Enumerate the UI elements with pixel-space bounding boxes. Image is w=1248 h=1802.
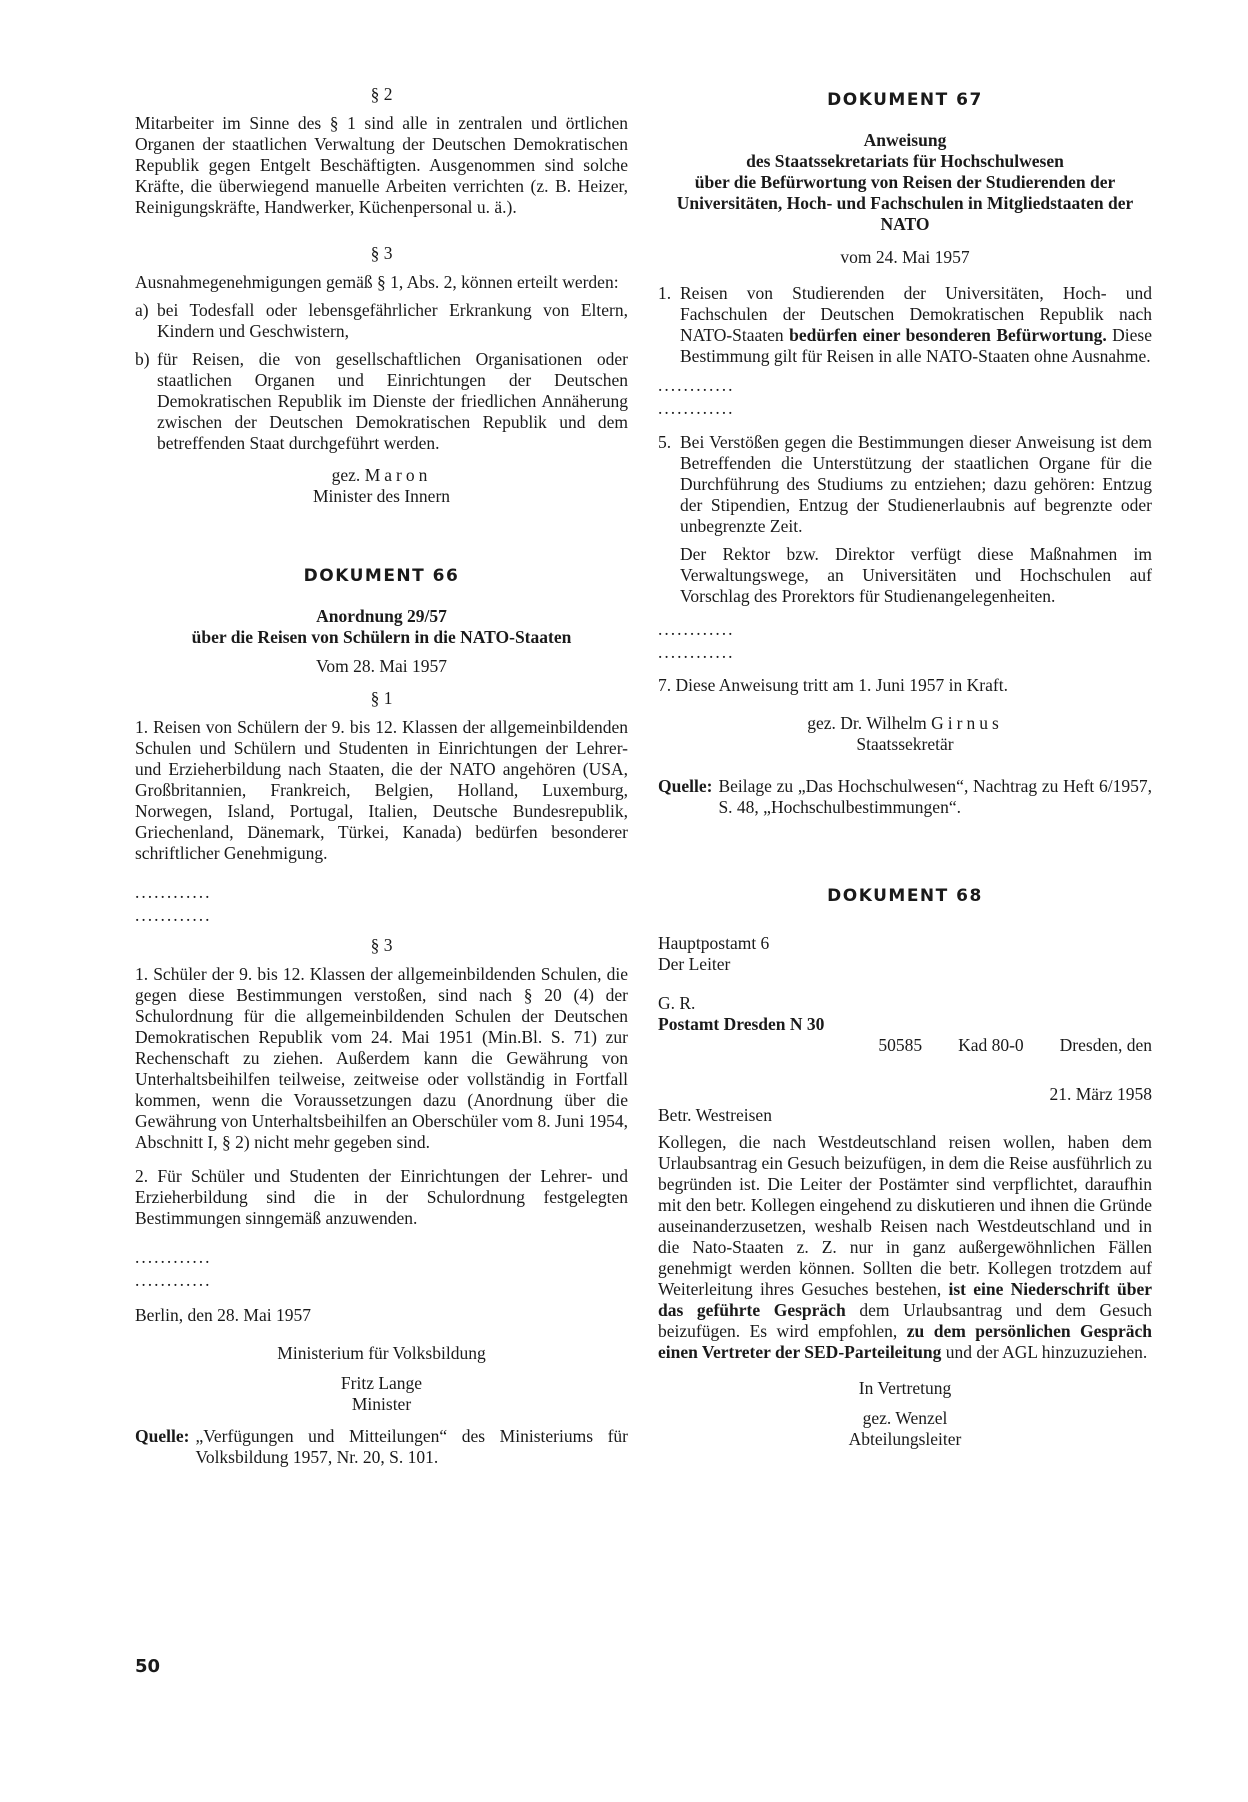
item-text: Bei Verstößen gegen die Bestimmungen dieser Anweisung ist dem Betreffenden die Unterstützung der staatlichen Organe für die Durchführung des Studiums zu entziehen; dazu gehören: Entzug der Stipendien, Entzug der Studienerlaubnis auf begrenzte oder unbegrenzte Zeit. bbox=[680, 431, 1152, 536]
body-text: und der AGL hinzuzuziehen. bbox=[945, 1341, 1148, 1362]
signature-name: Girnus bbox=[931, 713, 1003, 734]
ref-code: Kad 80-0 bbox=[958, 1034, 1024, 1055]
omission-dots: ............ bbox=[135, 882, 212, 903]
source-note bbox=[658, 776, 1152, 818]
ministry-name: Ministerium für Volksbildung bbox=[277, 1343, 486, 1364]
source-label: Quelle: bbox=[135, 1426, 190, 1447]
item-label: 1. bbox=[658, 283, 672, 304]
section-2-text: Mitarbeiter im Sinne des § 1 sind alle in zentralen und örtlichen Organen der staatlichen Verwaltung der Deutschen Demokratischen Republik gegen Entgelt Beschäftigten. Ausgenommen sind solche Kräfte, die überwiegend manuelle Arbeiten verrichten (z. B. Heizer, Reinigungskräfte, Handwerker, Küchenpersonal u. ä.). bbox=[135, 113, 628, 217]
document-66-heading: DOKUMENT 66 bbox=[303, 566, 460, 586]
source-text: „Verfügungen und Mitteilungen“ des Ministeriums für Volksbildung 1957, Nr. 20, S. 101. bbox=[195, 1426, 628, 1468]
ref-number: 50585 bbox=[878, 1034, 923, 1055]
omission-dots: ............ bbox=[658, 641, 735, 662]
body-text: dem Urlaubsantrag und dem Gesuch beizufügen. Es wird empfohlen, bbox=[658, 1299, 1153, 1341]
letterhead bbox=[658, 933, 1152, 1035]
source-label: Quelle: bbox=[658, 776, 713, 797]
omission-dots: ............ bbox=[135, 1269, 212, 1290]
body-bold-text: zu dem persönlichen Gespräch einen Vertreter der SED-Parteileitung bbox=[658, 1320, 1152, 1362]
place-date: Berlin, den 28. Mai 1957 bbox=[135, 1305, 311, 1326]
section-3-intro: Ausnahmegenehmigungen gemäß § 1, Abs. 2, können erteilt werden: bbox=[135, 272, 619, 292]
sender-line2: Der Leiter bbox=[658, 953, 731, 974]
document-66-date: Vom 28. Mai 1957 bbox=[316, 656, 447, 677]
item-label: 5. bbox=[658, 431, 672, 452]
signature-maron bbox=[135, 465, 628, 486]
document-68-heading: DOKUMENT 68 bbox=[827, 886, 983, 907]
gr-mark: G. R. bbox=[658, 992, 696, 1013]
omission-dots: ............ bbox=[658, 398, 735, 419]
omission-dots: ............ bbox=[658, 618, 735, 639]
list-item bbox=[135, 349, 628, 454]
list-item-text: bei Todesfall oder lebensgefährlicher Erkrankung von Eltern, Kindern und Geschwistern, bbox=[157, 300, 628, 341]
item-1 bbox=[658, 283, 1152, 367]
letter-body bbox=[658, 1132, 1152, 1363]
right-column bbox=[658, 0, 1152, 1457]
document-66-title-line1: Anordnung 29/57 bbox=[316, 606, 447, 627]
left-column bbox=[135, 0, 628, 1468]
page-number: 50 bbox=[135, 1656, 161, 1677]
document-67-title-line1: Anweisung bbox=[863, 130, 947, 151]
item-text: Reisen von Studierenden der Universitäten, Hoch- und Fachschulen der Deutschen Demokratischen Republik nach NATO-Staaten bbox=[680, 283, 1152, 346]
omission-dots: ............ bbox=[135, 1246, 212, 1267]
document-67-title-line2: des Staatssekretariats für Hochschulwesen bbox=[746, 151, 1064, 172]
list-item-label: b) bbox=[135, 349, 150, 369]
item-text: Diese Bestimmung gilt für Reisen in alle NATO-Staaten ohne Ausnahme. bbox=[680, 325, 1153, 367]
signature-prefix: gez. Dr. Wilhelm bbox=[807, 713, 927, 734]
doc66-section-3-para1: 1. Schüler der 9. bis 12. Klassen der allgemeinbildenden Schulen, die gegen diese Bestimmungen verstoßen, sind nach § 20 (4) der Schulordnung für die allgemeinbildenden Schulen der Deutschen Demokratischen Republik vom 24. Mai 1951 (Min.Bl. S. 71) zur Rechenschaft zu ziehen. Außerdem kann die Gewährung von Unterhaltsbeihilfen teilweise, zeitweise oder vollständig in Fortfall kommen, wenn die Voraussetzungen dazu (Anordnung über die Gewährung von Unterhaltsbeihilfen an Oberschüler vom 8. Juni 1954, Abschnitt I, § 2) nicht mehr gegeben sind. bbox=[135, 963, 628, 1152]
doc66-section-1-heading: § 1 bbox=[370, 688, 393, 709]
item-bold-text: bedürfen einer besonderen Befürwortung. bbox=[789, 325, 1107, 346]
ref-place: Dresden, den bbox=[1059, 1034, 1152, 1055]
signature-name: Fritz Lange bbox=[340, 1373, 423, 1394]
letter-date: 21. März 1958 bbox=[1049, 1083, 1152, 1104]
document-67-date: vom 24. Mai 1957 bbox=[840, 247, 970, 268]
list-item bbox=[135, 300, 628, 342]
list-item-label: a) bbox=[135, 300, 149, 320]
section-2-heading: § 2 bbox=[370, 84, 393, 104]
body-bold-text: ist eine Niederschrift über das geführte Gespräch bbox=[658, 1278, 1152, 1320]
list-item-text: für Reisen, die von gesellschaftlichen Organisationen oder staatlichen Organen und Einrichtungen der Deutschen Demokratischen Republik im Dienste der friedlichen Annäherung zwischen der Deutschen Demokratischen Republik und dem betreffenden Staat durchgeführt werden. bbox=[157, 349, 628, 453]
section-3-heading: § 3 bbox=[370, 243, 393, 263]
subject-line: Betr. Westreisen bbox=[658, 1104, 772, 1125]
signature-title: Staatssekretär bbox=[856, 734, 954, 755]
postamt: Postamt Dresden N 30 bbox=[658, 1013, 825, 1034]
doc66-section-3-heading: § 3 bbox=[370, 934, 393, 955]
source-text: Beilage zu „Das Hochschulwesen“, Nachtrag zu Heft 6/1957, S. 48, „Hochschulbestimmungen“. bbox=[718, 776, 1152, 818]
signature-girnus bbox=[658, 713, 1152, 734]
document-67-title-line3: über die Befürwortung von Reisen der Studierenden der Universitäten, Hoch- und Fachschulen in Mitgliedstaaten der NATO bbox=[676, 172, 1134, 235]
signature-title: Abteilungsleiter bbox=[848, 1428, 962, 1449]
omission-dots: ............ bbox=[658, 375, 735, 396]
signature-name: Maron bbox=[364, 465, 432, 485]
reference-line bbox=[658, 1035, 1152, 1056]
doc66-section-1-text: 1. Reisen von Schülern der 9. bis 12. Klassen der allgemeinbildenden Schulen und Schülern und Studenten in Einrichtungen der Lehrer- und Erzieherbildung nach Staaten, die der NATO angehören (USA, Großbritannien, Frankreich, Belgien, Holland, Luxemburg, Norwegen, Island, Portugal, Italien, Deutsche Bundesrepublik, Griechenland, Dänemark, Türkei, Kanada) bedürfen besonderer schriftlicher Genehmigung. bbox=[135, 717, 628, 864]
item-5 bbox=[658, 432, 1152, 537]
body-text: Kollegen, die nach Westdeutschland reisen wollen, haben dem Urlaubsantrag ein Gesuch beizufügen, in dem die Reise ausführlich zu begründen ist. Die Leiter der Postämter sind verpflichtet, daraufhin mit den betr. Kollegen eingehend zu diskutieren und ihnen die Gründe auseinanderzusetzen, weshalb Reisen nach Westdeutschland und in die Nato-Staaten z. Z. nur in ganz außergewöhnlichen Fällen genehmigt werden können. Sollten die betr. Kollegen trotzdem auf Weiterleitung ihres Gesuches bestehen, bbox=[658, 1131, 1152, 1299]
item-5-para2: Der Rektor bzw. Direktor verfügt diese Maßnahmen im Verwaltungswege, an Universitäten und Hochschulen auf Vorschlag des Prorektors für Studienangelegenheiten. bbox=[680, 543, 1152, 606]
omission-dots: ............ bbox=[135, 905, 212, 926]
document-66-title-line2: über die Reisen von Schülern in die NATO-Staaten bbox=[191, 627, 572, 648]
signature-prefix: gez. bbox=[331, 465, 361, 485]
signature-title: Minister des Innern bbox=[312, 486, 451, 506]
sender-line1: Hauptpostamt 6 bbox=[658, 932, 770, 953]
source-note bbox=[135, 1426, 628, 1468]
doc66-section-3-para2: 2. Für Schüler und Studenten der Einrichtungen der Lehrer- und Erzieherbildung sind die in der Schulordnung festgelegten Bestimmungen sinngemäß anzuwenden. bbox=[135, 1165, 628, 1228]
section-3-list bbox=[135, 300, 628, 454]
signature-title: Minister bbox=[351, 1394, 412, 1415]
in-vertretung: In Vertretung bbox=[858, 1377, 952, 1398]
item-7: 7. Diese Anweisung tritt am 1. Juni 1957 in Kraft. bbox=[658, 675, 1008, 696]
document-67-heading: DOKUMENT 67 bbox=[827, 90, 983, 110]
signature-name: gez. Wenzel bbox=[862, 1407, 948, 1428]
